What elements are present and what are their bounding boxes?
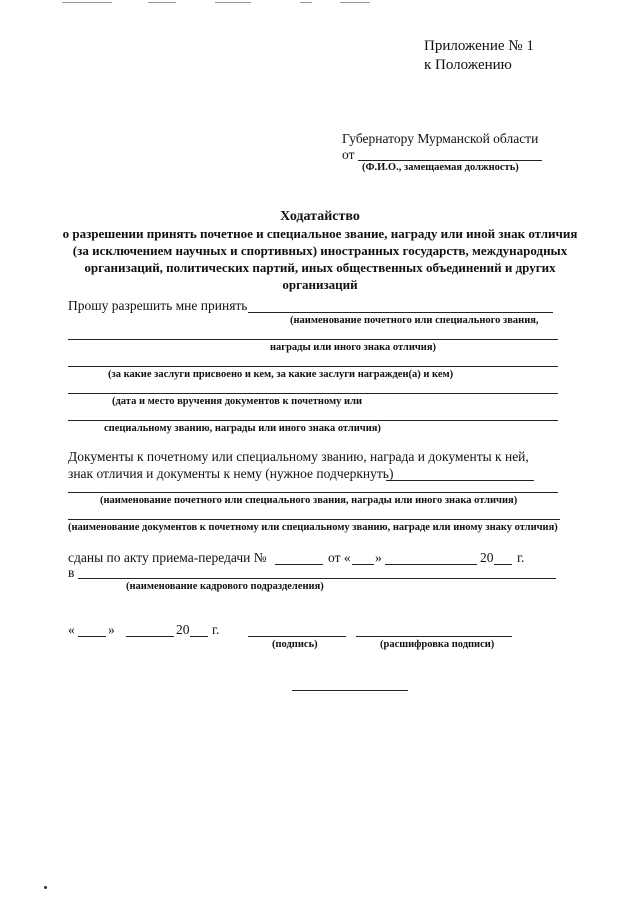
sign-quote-close: »: [108, 622, 115, 637]
scan-mark: [148, 2, 176, 3]
title-line-1: о разрешении принять почетное и специальное звание, награду или иной знак отличия: [62, 226, 578, 241]
from-caption: (Ф.И.О., замещаемая должность): [362, 162, 519, 173]
scan-mark: [300, 2, 312, 3]
sign-quote-open: «: [68, 622, 75, 637]
documents-line-2: знак отличия и документы к нему (нужное подчеркнуть): [68, 466, 394, 481]
request-line-4[interactable]: [68, 393, 558, 394]
transfer-caption: (наименование кадрового подразделения): [126, 581, 324, 592]
request-caption-1: (наименование почетного или специального звания,: [290, 315, 539, 326]
request-line-3[interactable]: [68, 366, 558, 367]
request-line-5[interactable]: [68, 420, 558, 421]
request-caption-2: награды или иного знака отличия): [270, 342, 437, 353]
transfer-year-prefix: 20: [480, 550, 494, 565]
request-line-1[interactable]: [248, 312, 553, 313]
transfer-year-line[interactable]: [494, 564, 512, 565]
appendix-regulation: к Положению: [424, 57, 512, 73]
from-label: от: [342, 147, 355, 162]
transfer-in-label: в: [68, 565, 75, 580]
title-line-2: (за исключением научных и спортивных) иностранных государств, международных: [72, 243, 568, 258]
documents-line-3[interactable]: [68, 492, 558, 493]
transfer-year-suffix: г.: [517, 550, 525, 565]
documents-line-2-blank[interactable]: [386, 480, 534, 481]
signature-line[interactable]: [248, 636, 346, 637]
sign-month-line[interactable]: [126, 636, 174, 637]
transfer-quote-close: »: [375, 550, 382, 565]
scan-mark: [340, 2, 370, 3]
request-caption-4: (дата и место вручения документов к почетному или: [112, 396, 363, 407]
request-caption-5: специальному званию, награды или иного знака отличия): [104, 423, 381, 434]
request-line-2[interactable]: [68, 339, 558, 340]
scan-mark: [215, 2, 251, 3]
act-number-line[interactable]: [275, 564, 323, 565]
scan-speck: [44, 886, 47, 889]
title-line-3: организаций, политических партий, иных общественных объединений и других: [84, 260, 556, 275]
request-text: Прошу разрешить мне принять: [68, 298, 248, 313]
transfer-from-label: от «: [328, 550, 351, 565]
sign-year-suffix: г.: [212, 622, 220, 637]
addressee-governor: Губернатору Мурманской области: [342, 131, 539, 146]
appendix-number: Приложение № 1: [424, 38, 534, 54]
documents-line-4[interactable]: [68, 519, 560, 520]
transfer-text: сданы по акту приема-передачи №: [68, 550, 267, 565]
title-line-4: организаций: [282, 277, 358, 292]
transfer-department-line[interactable]: [78, 578, 556, 579]
signature-caption: (подпись): [272, 639, 318, 650]
documents-caption-1: (наименование почетного или специального звания, награды или иного знака отличия): [100, 495, 518, 506]
bottom-separator: [292, 690, 408, 691]
transfer-day-line[interactable]: [352, 564, 374, 565]
scan-mark: [62, 2, 112, 3]
document-heading: Ходатайство: [280, 209, 360, 224]
request-caption-3: (за какие заслуги присвоено и кем, за какие заслуги награжден(а) и кем): [108, 369, 454, 380]
document-title-block: [40, 208, 600, 293]
sign-day-line[interactable]: [78, 636, 106, 637]
transfer-month-line[interactable]: [385, 564, 477, 565]
sign-year-line[interactable]: [190, 636, 208, 637]
from-line[interactable]: [358, 160, 542, 161]
documents-caption-2: (наименование документов к почетному или специальному званию, награде или иному знаку отличия): [68, 522, 558, 533]
sign-year-prefix: 20: [176, 622, 190, 637]
signature-decode-line[interactable]: [356, 636, 512, 637]
signature-decode-caption: (расшифровка подписи): [380, 639, 495, 650]
documents-line-1: Документы к почетному или специальному званию, награда и документы к ней,: [68, 449, 529, 464]
